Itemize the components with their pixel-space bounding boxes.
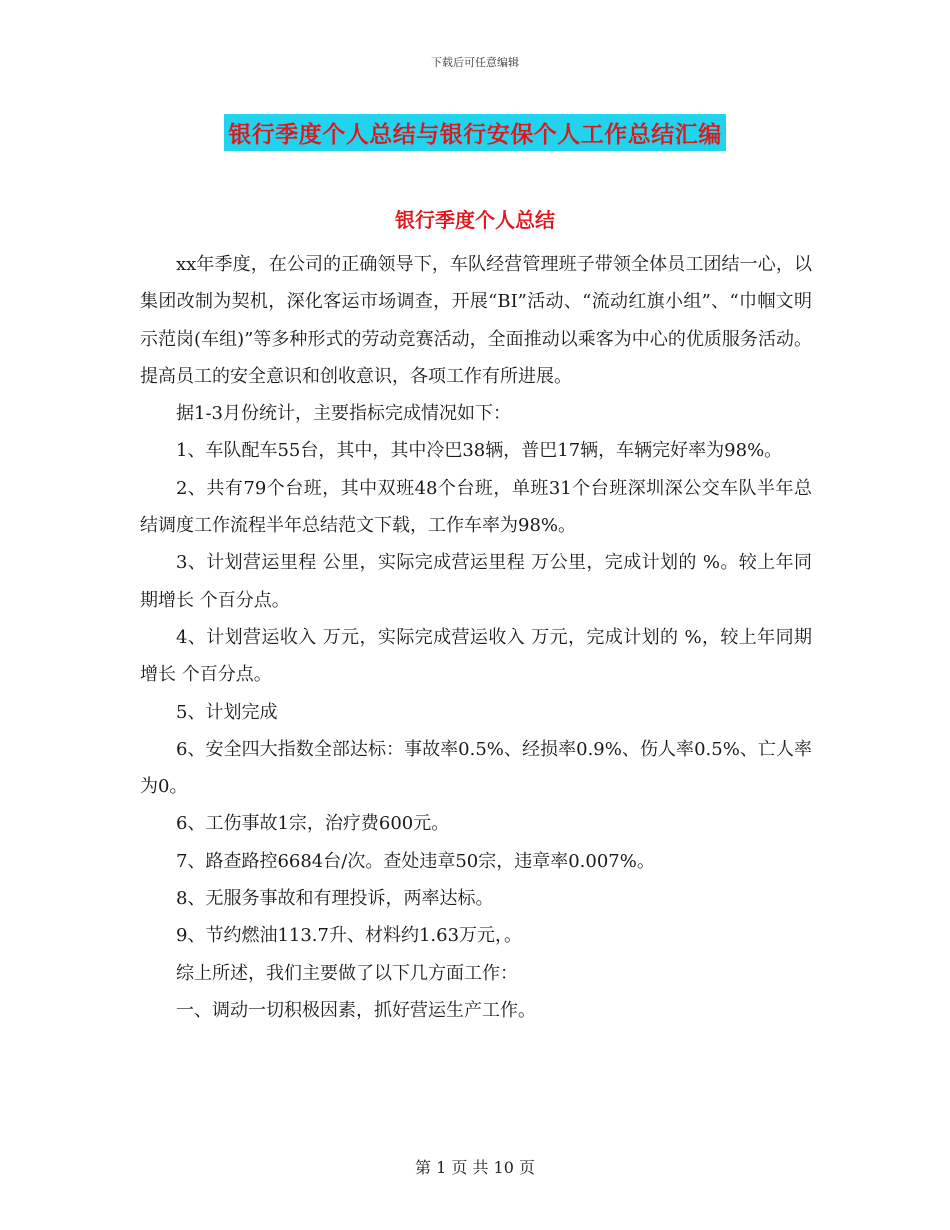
paragraph: 8、无服务事故和有理投诉，两率达标。	[176, 888, 494, 910]
paragraph: 5、计划完成	[176, 701, 278, 723]
paragraph: xx年季度，在公司的正确领导下，车队经营管理班子带领全体员工团结一心，以集团改制为契机，深化客运市场调查，开展“BI”活动、“流动红旗小组”、“巾帼文明示范岗(车组)”等多种形式的劳动竞赛活动，全面推动以乘客为中心的优质服务活动。提高员工的安全意识和创收意识，各项工作有所进展。	[140, 254, 812, 387]
paragraph: 9、节约燃油113.7升、材料约1.63万元，。	[176, 925, 523, 947]
document-body	[140, 246, 812, 1029]
paragraph: 2、共有79个台班，其中双班48个台班，单班31个台班深圳深公交车队半年总结调度工作流程半年总结范文下载，工作车率为98%。	[140, 477, 812, 537]
paragraph: 一、调动一切积极因素，抓好营运生产工作。	[176, 999, 536, 1021]
paragraph: 6、工伤事故1宗，治疗费600元。	[176, 813, 450, 835]
paragraph: 综上所述，我们主要做了以下几方面工作：	[176, 962, 518, 984]
header-note: 下载后可任意编辑	[431, 56, 519, 69]
main-title-wrap	[0, 114, 950, 151]
paragraph: 1、车队配车55台，其中，其中冷巴38辆，普巴17辆，车辆完好率为98%。	[176, 440, 783, 462]
paragraph: 据1-3月份统计，主要指标完成情况如下：	[176, 403, 511, 425]
section-title: 银行季度个人总结	[395, 208, 555, 232]
page-footer: 第 1 页 共 10 页	[415, 1158, 535, 1177]
paragraph: 4、计划营运收入 万元，实际完成营运收入 万元，完成计划的 %，较上年同期增长 个百分点。	[140, 626, 812, 686]
main-title: 银行季度个人总结与银行安保个人工作总结汇编	[224, 114, 726, 151]
paragraph: 7、路查路控6684台/次。查处违章50宗，违章率0.007%。	[176, 850, 655, 872]
paragraph: 3、计划营运里程 公里，实际完成营运里程 万公里，完成计划的 %。较上年同期增长 个百分点。	[140, 552, 812, 611]
paragraph: 6、安全四大指数全部达标：事故率0.5%、经损率0.9%、伤人率0.5%、亡人率为0。	[140, 738, 812, 798]
